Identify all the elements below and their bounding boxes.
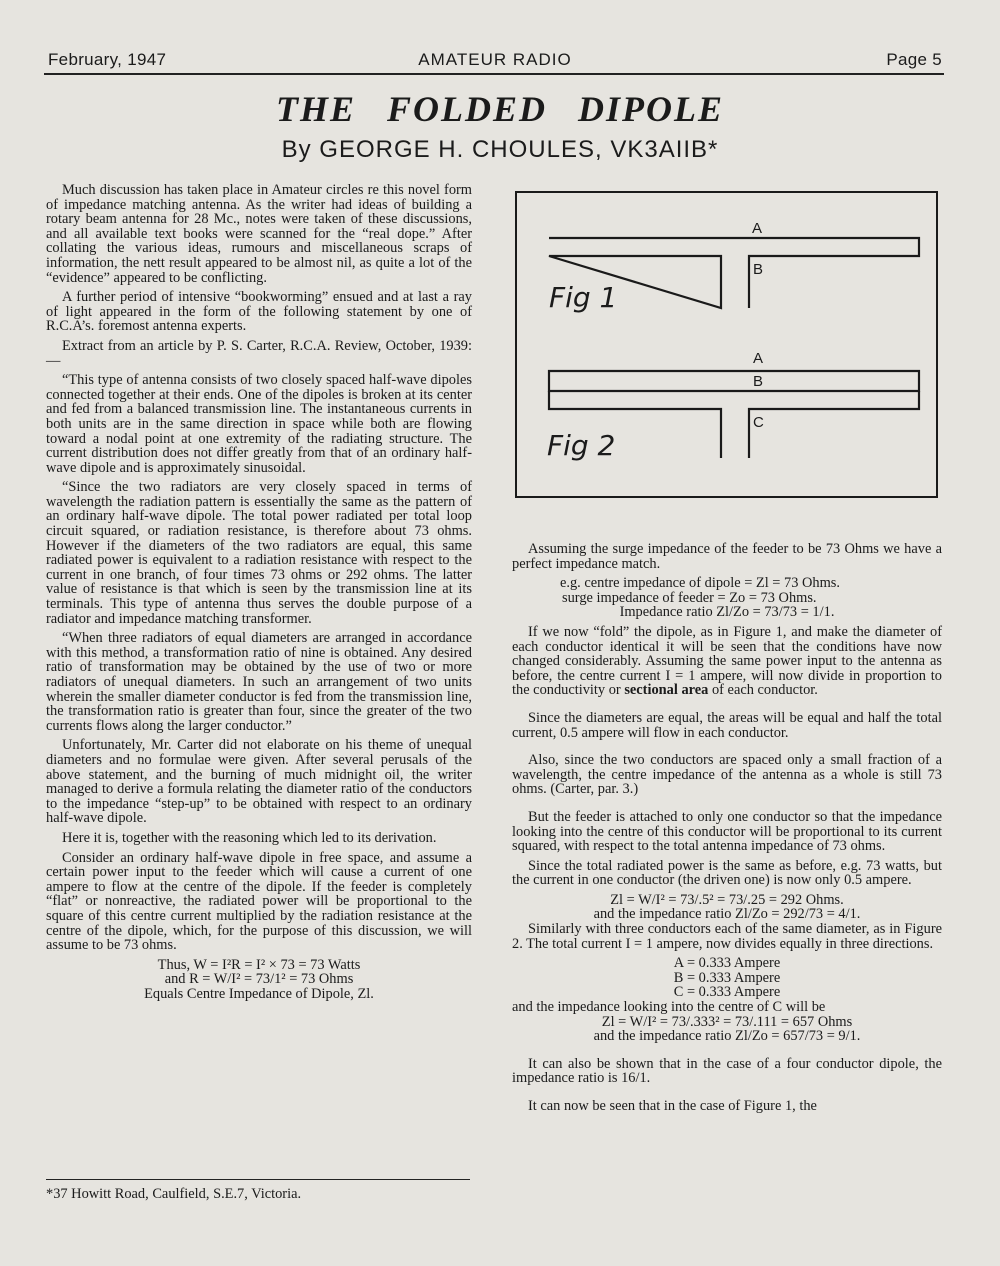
paragraph: “When three radiators of equal diameters are arranged in accordance with this method, a transformation ratio of nine is obtained. Any desired ratio of transformation may be obtained by the use of two or more radiators of unequal diameters. In such an arrangement of two units wherein the smaller diameter conductor is fed from the transmission line, the transformation ratio is greater than four, since the greater of the two currents flows along the larger conductor.”	[46, 630, 472, 734]
equation: Impedance ratio Zl/Zo = 73/73 = 1/1.	[619, 604, 835, 621]
equation: A = 0.333 Ampere	[673, 955, 781, 972]
paragraph-text: of each conductor.	[708, 682, 818, 699]
paragraph: Consider an ordinary half-wave dipole in free space, and assume a certain power input to the feeder which will cause a current of one ampere to flow at the centre of the dipole. If the feeder is completely “flat” or nonreactive, the radiated power will be proportional to the square of this centre current multiplied by the radiation resistance at the centre of the dipole, which, for the purpose of this discussion, we will assume to be 73 ohms.	[46, 849, 472, 954]
magazine-name: AMATEUR RADIO	[418, 50, 572, 69]
emphasis: sectional area	[624, 682, 709, 699]
equation: and the impedance ratio Zl/Zo = 292/73 = 4/1.	[593, 906, 861, 923]
equation: and the impedance ratio Zl/Zo = 657/73 = 9/1.	[593, 1028, 861, 1045]
paragraph: Since the diameters are equal, the areas will be equal and half the total current, 0.5 ampere will flow in each conductor.	[512, 709, 942, 741]
paragraph	[512, 625, 942, 698]
equation: e.g. centre impedance of dipole = Zl = 73 Ohms.	[560, 575, 840, 592]
running-header	[48, 50, 942, 74]
equation: Zl = W/I² = 73/.333² = 73/.111 = 657 Ohms	[601, 1013, 853, 1030]
paragraph: Unfortunately, Mr. Carter did not elaborate on his theme of unequal diameters and no formulae were given. After several perusals of the above statement, and the burning of much midnight oil, the writer managed to derive a formula relating the diameter ratio of the conductors to the impedance “step-up” to be obtained with respect to an ordinary half-wave dipole.	[46, 737, 472, 827]
paragraph: “Since the two radiators are very closely spaced in terms of wavelength the radiation pattern is essentially the same as the pattern of an ordinary half-wave dipole. The total power radiated per total loop circuit squared, or radiation resistance, is therefore about 73 ohms. However if the diameters of the two radiators are equal, this same radiated power is equivalent to a radiation resistance with respect to the current in one branch, of four times 73 ohms or 292 ohms. The latter value of resistance is that which is seen by the transmission line at its terminals. This type of antenna thus serves the double purpose of a radiator and impedance matching transformer.	[46, 479, 472, 627]
fig1-caption: Fig 1	[549, 281, 618, 314]
right-column	[512, 542, 942, 1119]
equation: Thus, W = I²R = I² × 73 = 73 Watts	[157, 956, 361, 973]
article-byline: By GEORGE H. CHOULES, VK3AIIB*	[281, 136, 719, 163]
figure-box	[515, 191, 938, 498]
paragraph: It can also be shown that in the case of a four conductor dipole, the impedance ratio is 16/1.	[512, 1055, 942, 1087]
left-column	[46, 183, 472, 1006]
issue-date: February, 1947	[48, 50, 167, 69]
fig2-conductor-a	[549, 371, 919, 391]
footnote-rule	[46, 1179, 470, 1180]
equation: Equals Centre Impedance of Dipole, Zl.	[144, 985, 374, 1002]
paragraph: Assuming the surge impedance of the feeder to be 73 Ohms we have a perfect impedance match.	[512, 541, 942, 572]
fig2-label-a: A	[753, 350, 764, 367]
fig2-label-c: C	[753, 414, 764, 431]
paragraph: But the feeder is attached to only one conductor so that the impedance looking into the centre of this conductor will be proportional to its current squared, with respect to the total antenna impedance of 73 ohms.	[512, 808, 942, 855]
equation: surge impedance of feeder = Zo = 73 Ohms.	[562, 589, 817, 606]
paragraph: Since the total radiated power is the same as before, e.g. 73 watts, but the current in one conductor (the driven one) is now only 0.5 ampere.	[512, 857, 942, 889]
equation: Zl = W/I² = 73/.5² = 73/.25 = 292 Ohms.	[610, 891, 844, 908]
paragraph: Much discussion has taken place in Amateur circles re this novel form of impedance matching antenna. As the writer had ideas of building a rotary beam antenna for 28 Mc., notes were taken of these discussions, and all available text books were scanned for the “real dope.” After collating the various ideas, rumours and miscellaneous scraps of information, the nett result appeared to be almost nil, as quite a lot of the “evidence” appeared to be conflicting.	[46, 182, 472, 286]
fig2-caption: Fig 2	[547, 429, 616, 462]
paragraph: Similarly with three conductors each of the same diameter, as in Figure 2. The total current I = 1 ampere, now divides equally in three directions.	[512, 921, 942, 952]
footnote: *37 Howitt Road, Caulfield, S.E.7, Victoria.	[46, 1186, 302, 1202]
paragraph: A further period of intensive “bookworming” ensued and at last a ray of light appeared in the form of the following statement by one of R.C.A’s. foremost antenna experts.	[46, 289, 472, 335]
fig1-label-b: B	[753, 261, 764, 278]
equation: C = 0.333 Ampere	[673, 984, 781, 1001]
paragraph: Also, since the two conductors are spaced only a small fraction of a wavelength, the centre impedance of the antenna as a whole is still 73 ohms. (Carter, par. 3.)	[512, 752, 942, 798]
paragraph: It can now be seen that in the case of Figure 1, the	[528, 1098, 817, 1114]
paragraph-text: If we now “fold” the dipole, as in Figure 1, and make the diameter of each conductor identical it will be seen that the conditions have now changed considerably. Assuming the same power input to the antenna as before, the centre current I = 1 ampere, will now divide in proportion to the conductivity or	[512, 623, 942, 699]
paragraph: “This type of antenna consists of two closely spaced half-wave dipoles connected together at their ends. One of the dipoles is broken at its center and fed from a balanced transmission line. The instantaneous currents in both units are in the same direction in space while both are flowing toward a nodal point at one extremity of the radiating structure. The current distribution does not differ greatly from that of an ordinary half-wave dipole and is approximately sinusoidal.	[46, 372, 472, 476]
equation: and R = W/I² = 73/1² = 73 Ohms	[164, 971, 354, 988]
page-number: Page 5	[886, 50, 942, 69]
paragraph: Extract from an article by P. S. Carter, R.C.A. Review, October, 1939:—	[46, 337, 472, 369]
paragraph: and the impedance looking into the centre of C will be	[512, 999, 826, 1016]
paragraph: Here it is, together with the reasoning which led to its derivation.	[62, 829, 437, 846]
header-rule	[44, 73, 944, 75]
equation: B = 0.333 Ampere	[673, 969, 781, 986]
fig2-label-b: B	[753, 373, 764, 390]
fig1-label-a: A	[752, 220, 763, 237]
article-title: THE FOLDED DIPOLE	[275, 89, 724, 129]
